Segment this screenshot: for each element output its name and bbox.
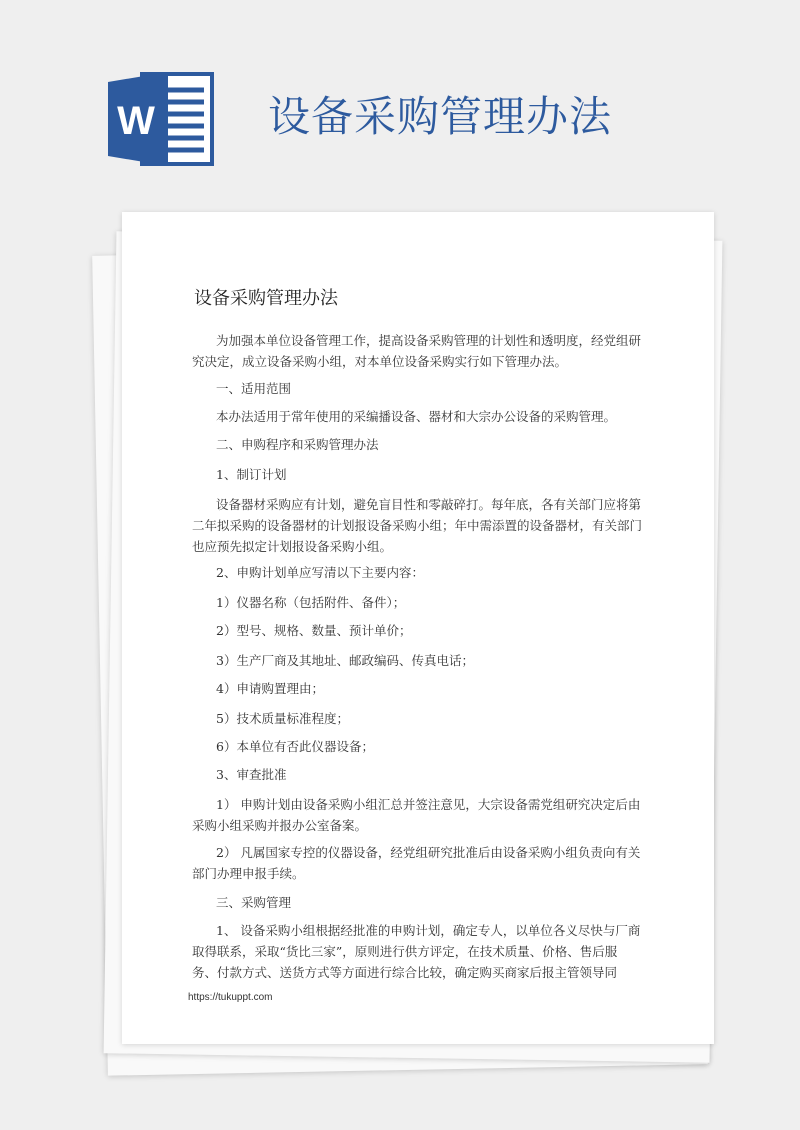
section-heading-scope: 一、适用范围 xyxy=(216,381,292,396)
list-item: 6）本单位有否此仪器设备； xyxy=(216,739,374,754)
section-heading-procedure: 二、申购程序和采购管理办法 xyxy=(216,437,379,452)
paragraph-plan: 设备器材采购应有计划，避免盲目性和零敲碎打。每年底，各有关部门应将第二年拟采购的设备器材的计划报设备采购小组；年中需添置的设备器材，有关部门也应预先拟定计划报设备采购小组。 xyxy=(192,497,643,554)
paragraph-approval-2: 2） 凡属国家专控的仪器设备，经党组研究批准后由设备采购小组负责向有关部门办理申报手续。 xyxy=(192,845,641,881)
list-item: 3）生产厂商及其地址、邮政编码、传真电话； xyxy=(216,653,474,668)
paragraph-procurement-1: 1、 设备采购小组根据经批准的申购计划，确定专人，以单位各义尽快与厂商取得联系，采取“货比三家”，原则进行供方评定，在技术质量、价格、售后服务、付款方式、送货方式等方面进行综合比较，确定购买商家后报主管领导同 xyxy=(192,923,641,980)
page-title: 设备采购管理办法 xyxy=(268,92,613,141)
word-document-icon xyxy=(108,70,216,168)
paragraph-intro: 为加强本单位设备管理工作，提高设备采购管理的计划性和透明度，经党组研究决定，成立设备采购小组，对本单位设备采购实行如下管理办法。 xyxy=(192,333,642,369)
list-item: 5）技术质量标准程度； xyxy=(216,711,349,726)
footer-url: https://tukuppt.com xyxy=(188,992,273,1003)
section-heading-procurement: 三、采购管理 xyxy=(216,895,292,910)
paragraph-scope: 本办法适用于常年使用的采编播设备、器材和大宗办公设备的采购管理。 xyxy=(216,409,617,424)
list-item: 2）型号、规格、数量、预计单价； xyxy=(216,623,412,638)
paragraph-approval-1: 1） 申购计划由设备采购小组汇总并签注意见，大宗设备需党组研究决定后由采购小组采购并报办公室备案。 xyxy=(192,797,641,833)
subheading-plan: 1、制订计划 xyxy=(216,467,287,482)
list-item: 4）申请购置理由； xyxy=(216,681,324,696)
document-page xyxy=(122,212,714,1044)
header-banner xyxy=(0,0,800,200)
subheading-request-content: 2、申购计划单应写清以下主要内容： xyxy=(216,565,424,580)
document-title: 设备采购管理办法 xyxy=(194,288,338,309)
list-item: 1）仪器名称（包括附件、备件）； xyxy=(216,595,406,610)
subheading-approval: 3、审查批准 xyxy=(216,767,287,782)
svg-text:W: W xyxy=(117,99,155,143)
